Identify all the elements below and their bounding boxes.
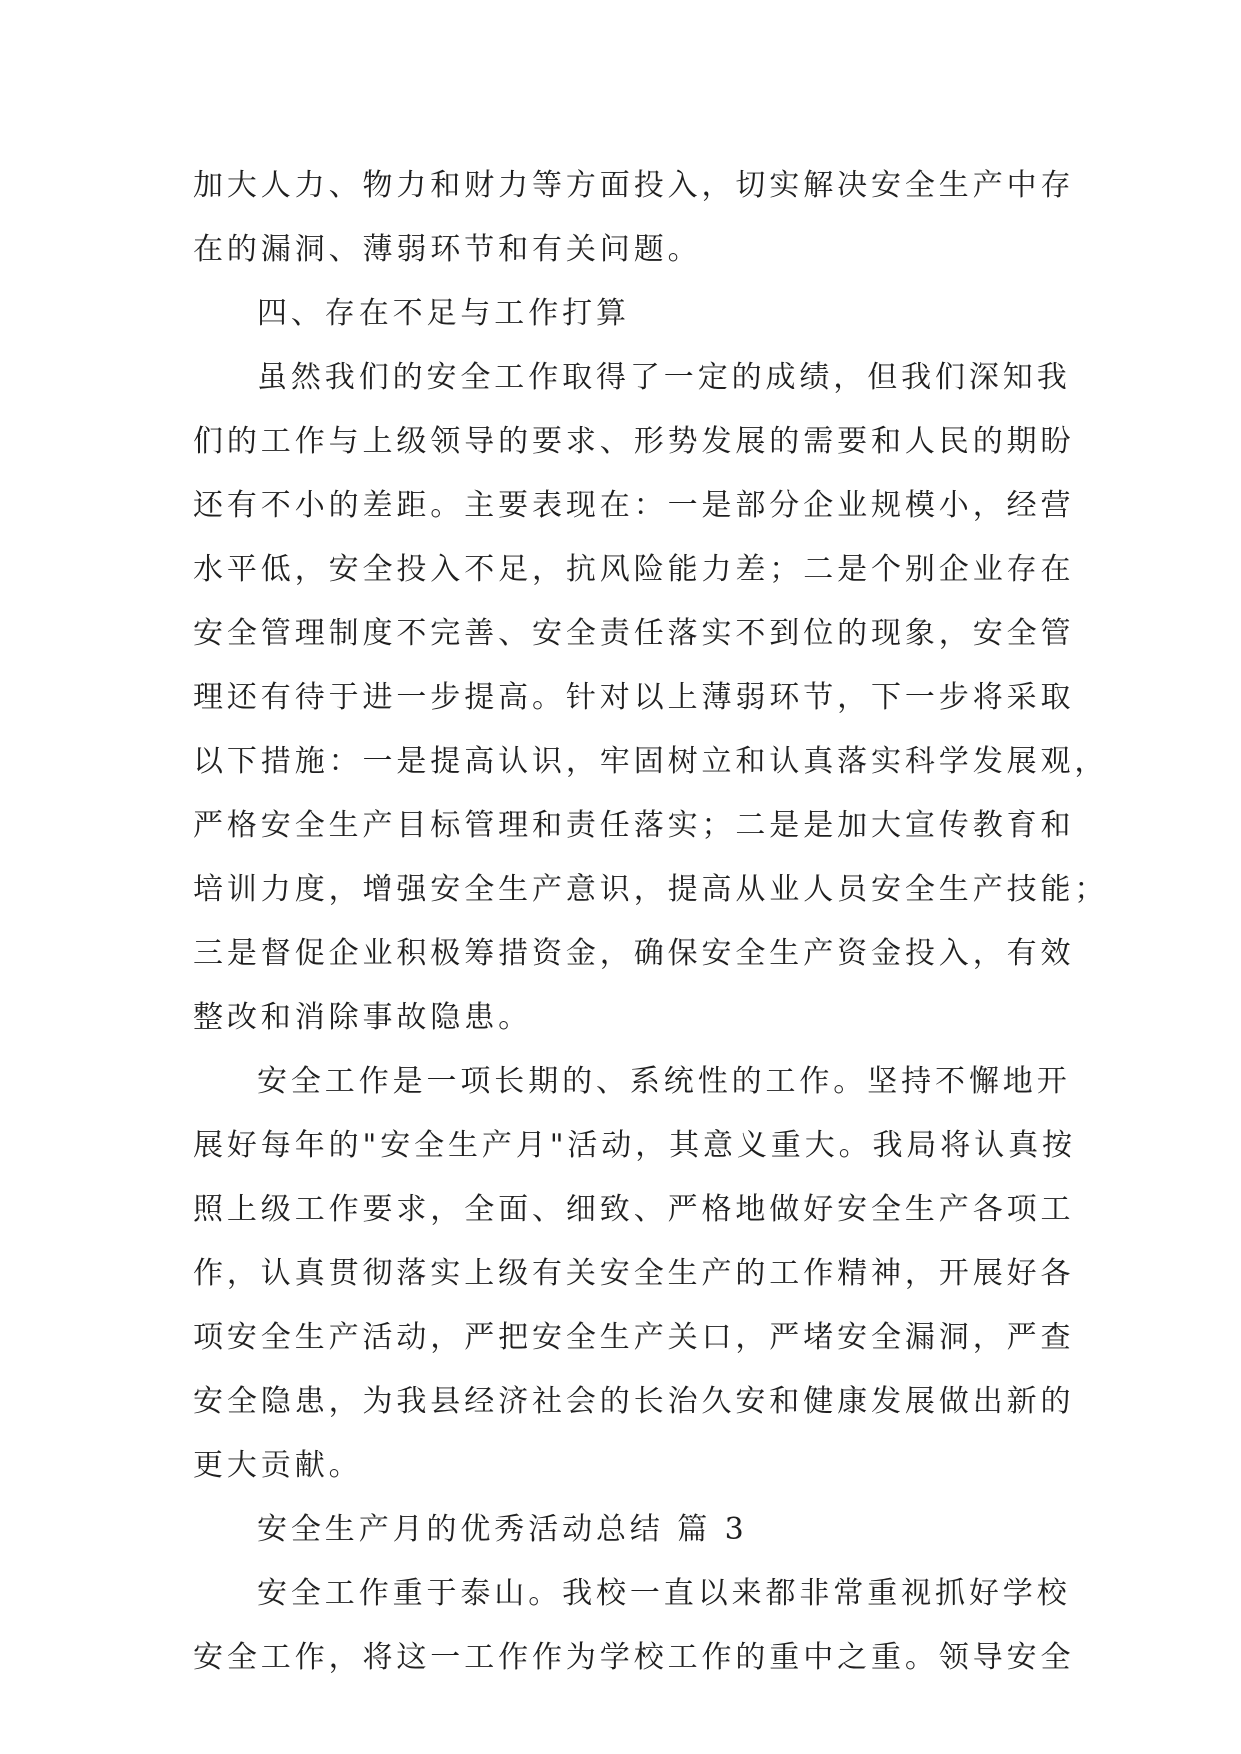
text-line: 项安全生产活动，严把安全生产关口，严堵安全漏洞，严查 (193, 1320, 1075, 1355)
text-line: 们的工作与上级领导的要求、形势发展的需要和人民的期盼 (193, 424, 1075, 459)
text-line: 作，认真贯彻落实上级有关安全生产的工作精神，开展好各 (193, 1256, 1075, 1291)
document-body (193, 154, 1109, 1690)
text-line: 理还有待于进一步提高。针对以上薄弱环节，下一步将采取 (193, 680, 1075, 715)
section-heading: 四、存在不足与工作打算 (257, 296, 630, 331)
text-line: 安全管理制度不完善、安全责任落实不到位的现象，安全管 (193, 616, 1075, 651)
text-line: 培训力度，增强安全生产意识，提高从业人员安全生产技能； (193, 872, 1109, 907)
text-line: 三是督促企业积极筹措资金，确保安全生产资金投入，有效 (193, 936, 1075, 971)
text-line: 安全工作，将这一工作作为学校工作的重中之重。领导安全 (193, 1640, 1075, 1675)
text-line: 以下措施：一是提高认识，牢固树立和认真落实科学发展观， (193, 744, 1109, 779)
text-line: 更大贡献。 (193, 1448, 363, 1483)
text-line: 水平低，安全投入不足，抗风险能力差；二是个别企业存在 (193, 552, 1075, 587)
text-line: 还有不小的差距。主要表现在：一是部分企业规模小，经营 (193, 488, 1075, 523)
text-line: 安全工作是一项长期的、系统性的工作。坚持不懈地开 (257, 1064, 1071, 1099)
text-line: 安全工作重于泰山。我校一直以来都非常重视抓好学校 (257, 1576, 1071, 1611)
text-line: 展好每年的"安全生产月"活动，其意义重大。我局将认真按 (193, 1128, 1076, 1163)
text-line: 照上级工作要求，全面、细致、严格地做好安全生产各项工 (193, 1192, 1075, 1227)
section-heading: 安全生产月的优秀活动总结 篇 3 (257, 1512, 748, 1547)
text-line: 整改和消除事故隐患。 (193, 1000, 532, 1035)
text-line: 虽然我们的安全工作取得了一定的成绩，但我们深知我 (257, 360, 1071, 395)
text-line: 安全隐患，为我县经济社会的长治久安和健康发展做出新的 (193, 1384, 1075, 1419)
text-line: 在的漏洞、薄弱环节和有关问题。 (193, 232, 702, 267)
text-line: 加大人力、物力和财力等方面投入，切实解决安全生产中存 (193, 168, 1075, 203)
text-line: 严格安全生产目标管理和责任落实；二是是加大宣传教育和 (193, 808, 1075, 843)
